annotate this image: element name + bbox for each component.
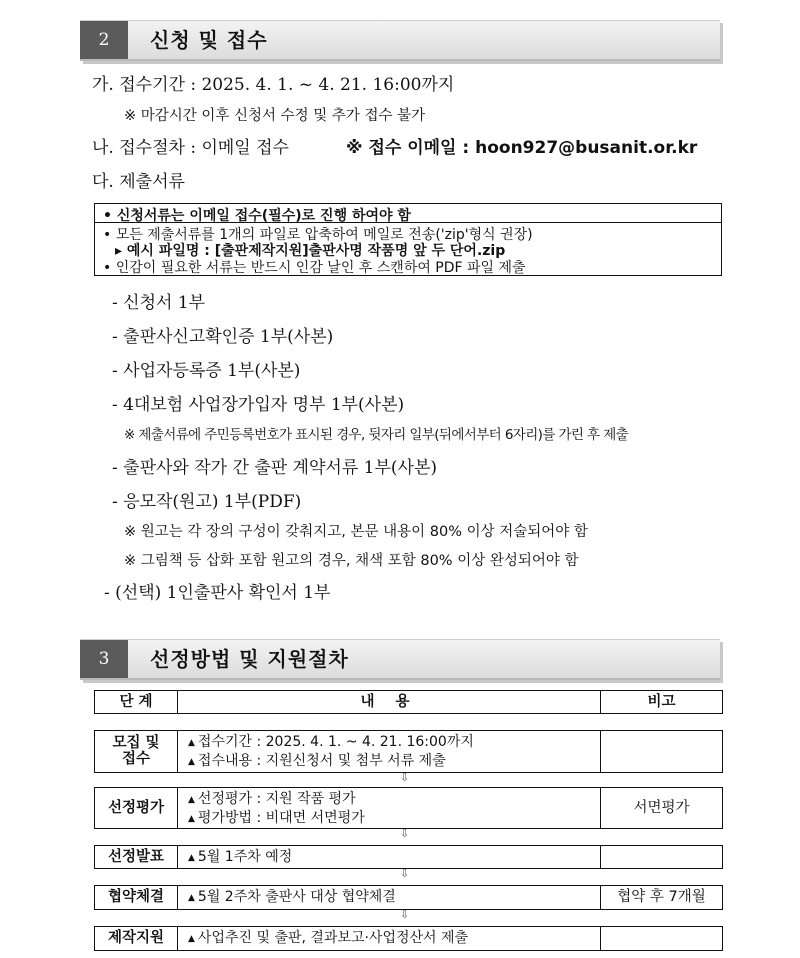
- stage-recruit: [95, 735, 177, 767]
- content-line: 5월 1주차 예정: [197, 849, 293, 865]
- note-recruit: [600, 731, 722, 772]
- doc-publisher-cert: - 출판사신고확인증 1부(사본): [112, 327, 334, 347]
- doc-application: - 신청서 1부: [112, 293, 206, 313]
- receipt-note: ※ 마감시간 이후 신청서 수정 및 추가 접수 불가: [124, 108, 426, 124]
- content-evaluation: [177, 788, 600, 828]
- section-title: 신청 및 접수: [150, 28, 268, 52]
- note-announcement: [600, 846, 722, 868]
- info-row-email-required: • 신청서류는 이메일 접수(필수)로 진행 하여야 함: [103, 208, 411, 224]
- bullet-icon: ▲: [188, 934, 195, 944]
- content-line: 접수내용 : 지원신청서 및 첨부 서류 제출: [197, 753, 446, 769]
- bullet-icon: ▲: [188, 795, 195, 805]
- header-content: 내 용: [177, 691, 600, 713]
- doc-manuscript-note-2: ※ 그림책 등 삽화 포함 원고의 경우, 채색 포함 80% 이상 완성되어야 함: [124, 553, 579, 569]
- section-number: 2: [80, 21, 128, 59]
- content-production: [177, 927, 600, 950]
- table-header-row: [94, 690, 723, 714]
- note-agreement: 협약 후 7개월: [600, 886, 722, 909]
- table-row: [94, 845, 723, 869]
- doc-manuscript: - 응모작(원고) 1부(PDF): [112, 492, 302, 512]
- doc-business-reg: - 사업자등록증 1부(사본): [112, 361, 301, 381]
- stage-agreement: 협약체결: [107, 889, 165, 905]
- doc-contract: - 출판사와 작가 간 출판 계약서류 1부(사본): [112, 458, 437, 478]
- header-note: 비고: [600, 691, 722, 713]
- content-line: 선정평가 : 지원 작품 평가: [197, 791, 356, 807]
- table-row: [94, 787, 723, 829]
- stage-line: 접수: [121, 751, 150, 767]
- flow-arrow-icon: ⇩: [400, 827, 410, 840]
- table-row: [94, 926, 723, 951]
- section-2-header: [80, 20, 720, 61]
- section-3-header: [80, 639, 720, 680]
- table-row: [94, 885, 723, 910]
- stage-line: 모집 및: [112, 735, 160, 751]
- doc-optional: - (선택) 1인출판사 확인서 1부: [104, 583, 331, 603]
- flow-arrow-icon: ⇩: [400, 908, 410, 921]
- stage-production: 제작지원: [107, 930, 165, 946]
- bullet-icon: ▲: [188, 738, 195, 748]
- stage-evaluation: 선정평가: [107, 800, 165, 816]
- receipt-procedure: 나. 접수절차 : 이메일 접수: [92, 138, 289, 158]
- bullet-icon: ▲: [188, 853, 195, 863]
- header-stage: 단 계: [119, 694, 153, 710]
- info-row-example-filename: ▸ 예시 파일명 : [출판제작지원]출판사명 작품명 앞 두 단어.zip: [115, 243, 506, 259]
- bullet-icon: ▲: [188, 757, 195, 767]
- content-agreement: [177, 886, 600, 909]
- doc-id-note: ※ 제출서류에 주민등록번호가 표시된 경우, 뒷자리 일부(뒤에서부터 6자리)를 가린 후 제출: [124, 427, 629, 443]
- flow-arrow-icon: ⇩: [400, 771, 410, 784]
- doc-manuscript-note-1: ※ 원고는 각 장의 구성이 갖춰지고, 본문 내용이 80% 이상 저술되어야 함: [124, 524, 588, 540]
- note-production: [600, 927, 722, 950]
- info-row-zip: • 모든 제출서류를 1개의 파일로 압축하여 메일로 전송('zip'형식 권장): [103, 227, 533, 243]
- content-line: 접수기간 : 2025. 4. 1. ~ 4. 21. 16:00까지: [197, 734, 474, 750]
- content-recruit: [177, 731, 600, 772]
- doc-insurance-roster: - 4대보험 사업장가입자 명부 1부(사본): [112, 395, 405, 415]
- bullet-icon: ▲: [188, 893, 195, 903]
- note-evaluation: 서면평가: [600, 788, 722, 828]
- section-number: 3: [80, 640, 128, 678]
- bullet-icon: ▲: [188, 814, 195, 824]
- stage-announcement: 선정발표: [107, 849, 165, 865]
- content-line: 사업추진 및 출판, 결과보고·사업정산서 제출: [197, 930, 469, 946]
- info-row-seal: • 인감이 필요한 서류는 반드시 인감 날인 후 스캔하여 PDF 파일 제출: [103, 260, 526, 276]
- receipt-period: 가. 접수기간 : 2025. 4. 1. ~ 4. 21. 16:00까지: [92, 75, 455, 95]
- receipt-email: ※ 접수 이메일 : hoon927@busanit.or.kr: [346, 138, 698, 158]
- documents-heading: 다. 제출서류: [92, 172, 185, 192]
- submission-info-box: [94, 203, 722, 276]
- content-announcement: [177, 846, 600, 868]
- table-row: [94, 730, 723, 773]
- content-line: 5월 2주차 출판사 대상 협약체결: [197, 889, 396, 905]
- content-line: 평가방법 : 비대면 서면평가: [197, 810, 365, 826]
- section-title: 선정방법 및 지원절차: [150, 647, 349, 671]
- flow-arrow-icon: ⇩: [400, 867, 410, 880]
